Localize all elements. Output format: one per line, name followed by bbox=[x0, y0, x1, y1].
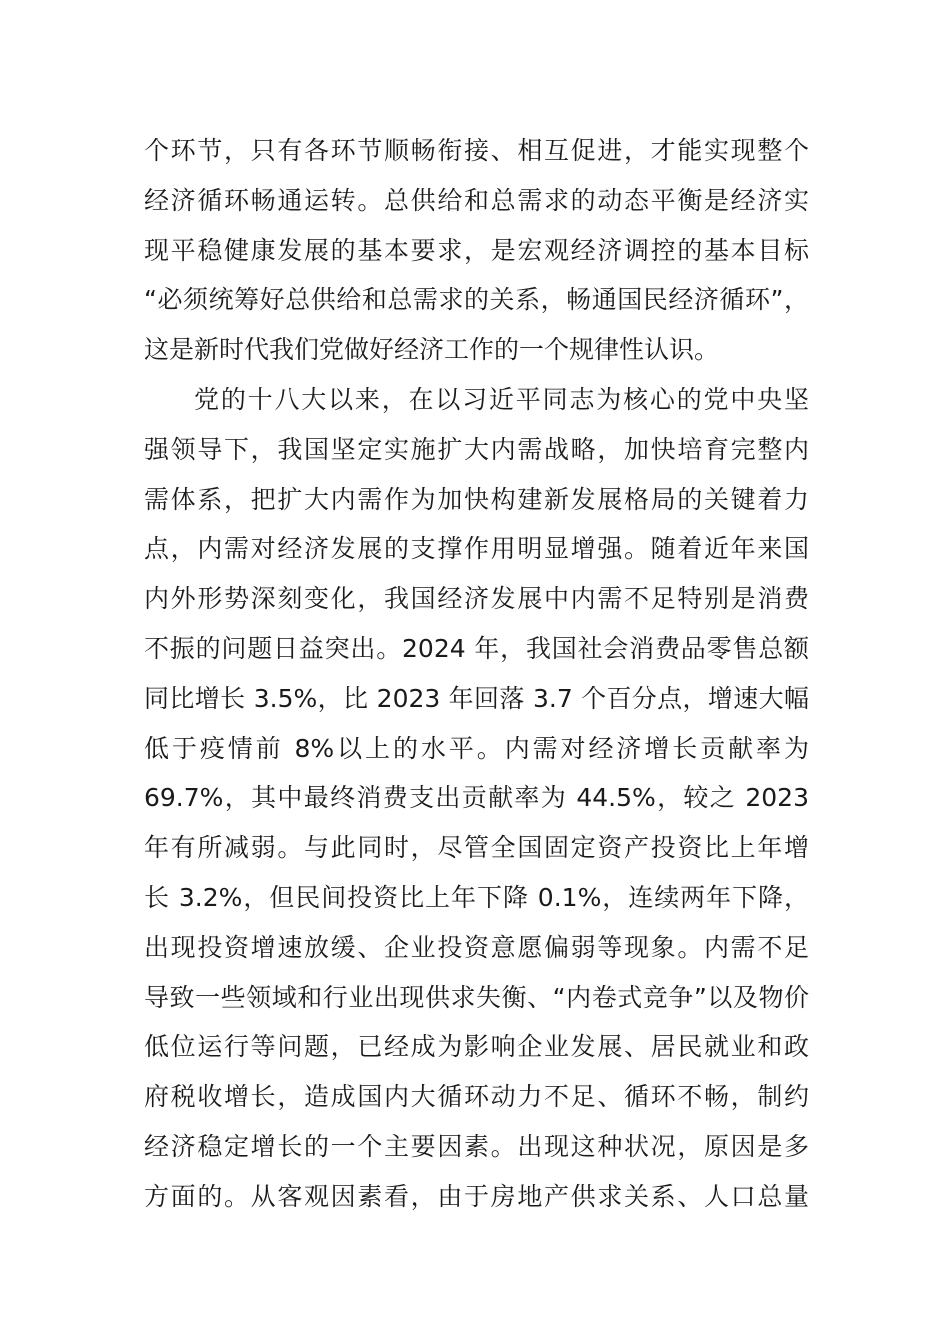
text-line: 党的十八大以来，在以习近平同志为核心的党中央坚 bbox=[194, 384, 809, 414]
text-line: 强领导下，我国坚定实施扩大内需战略，加快培育完整内 bbox=[144, 434, 809, 464]
text-line: 这是新时代我们党做好经济工作的一个规律性认识。 bbox=[144, 335, 720, 365]
text-line: 需体系，把扩大内需作为加快构建新发展格局的关键着力 bbox=[144, 484, 809, 514]
text-line: 出现投资增速放缓、企业投资意愿偏弱等现象。内需不足 bbox=[144, 932, 809, 962]
text-line: 个环节，只有各环节顺畅衔接、相互促进，才能实现整个 bbox=[144, 136, 809, 165]
text-line: 现平稳健康发展的基本要求，是宏观经济调控的基本目标 bbox=[144, 235, 809, 265]
paragraph-1 bbox=[144, 126, 809, 375]
text-line: 年有所减弱。与此同时，尽管全国固定资产投资比上年增 bbox=[144, 833, 809, 863]
text-line: 导致一些领域和行业出现供求失衡、“内卷式竞争”以及物价 bbox=[144, 982, 809, 1012]
text-line: 内外形势深刻变化，我国经济发展中内需不足特别是消费 bbox=[144, 584, 809, 614]
paragraph-2 bbox=[144, 375, 809, 1222]
text-line: 低位运行等问题，已经成为影响企业发展、居民就业和政 bbox=[144, 1032, 809, 1062]
text-line: 69.7%，其中最终消费支出贡献率为 44.5%，较之 2023 bbox=[144, 783, 809, 813]
text-line: 不振的问题日益突出。2024 年，我国社会消费品零售总额 bbox=[144, 633, 809, 663]
text-line: 长 3.2%，但民间投资比上年下降 0.1%，连续两年下降， bbox=[144, 882, 809, 912]
body-text bbox=[144, 126, 809, 1222]
text-line: 府税收增长，造成国内大循环动力不足、循环不畅，制约 bbox=[144, 1082, 809, 1112]
text-line: “必须统筹好总供给和总需求的关系，畅通国民经济循环”， bbox=[144, 285, 809, 315]
text-line: 经济稳定增长的一个主要因素。出现这种状况，原因是多 bbox=[144, 1131, 809, 1161]
text-line: 同比增长 3.5%，比 2023 年回落 3.7 个百分点，增速大幅 bbox=[144, 683, 809, 713]
text-line: 点，内需对经济发展的支撑作用明显增强。随着近年来国 bbox=[144, 534, 809, 564]
text-line: 方面的。从客观因素看，由于房地产供求关系、人口总量 bbox=[144, 1181, 809, 1211]
text-line: 经济循环畅通运转。总供给和总需求的动态平衡是经济实 bbox=[144, 185, 809, 215]
text-line: 低于疫情前 8%以上的水平。内需对经济增长贡献率为 bbox=[144, 733, 809, 763]
